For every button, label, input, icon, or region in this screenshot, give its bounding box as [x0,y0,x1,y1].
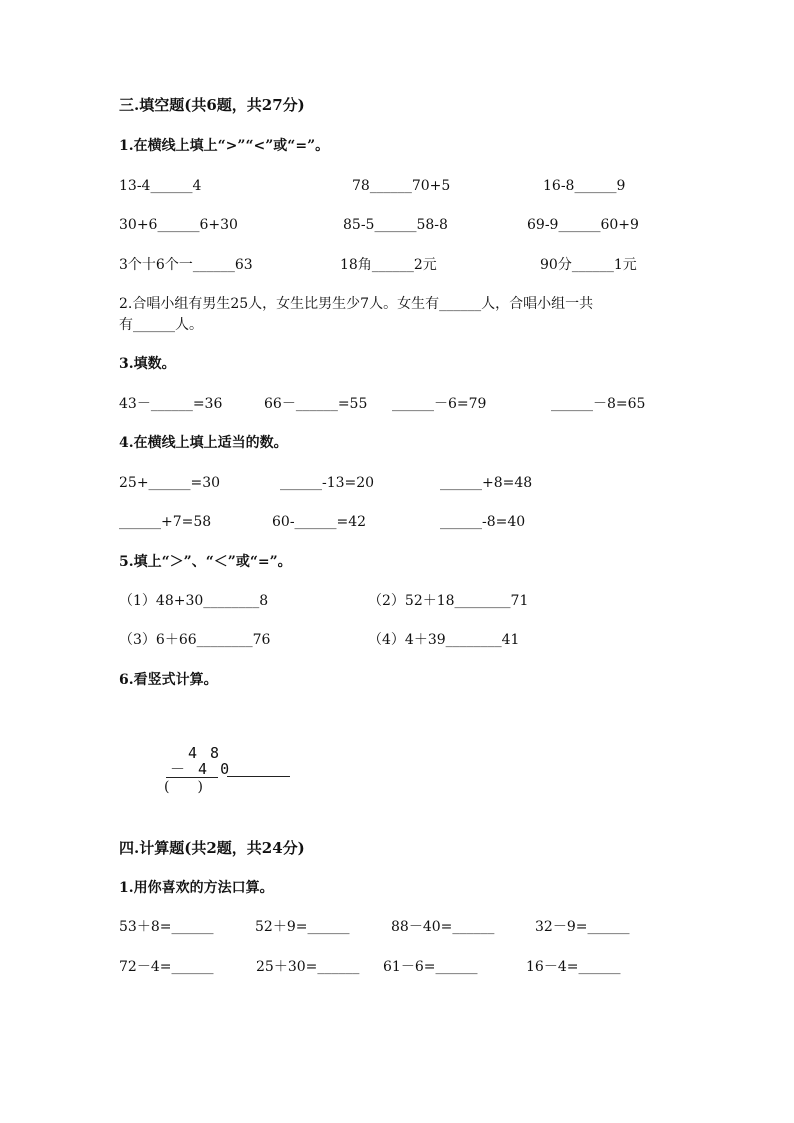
exercise-item: ______－8=65 [551,396,646,412]
question-stem: 1.在横线上填上“>”“<”或“=”。 [119,138,330,154]
question-stem: 3.填数。 [119,356,176,372]
exercise-item: 60-______=42 [272,514,367,530]
exercise-item: ______-13=20 [280,475,375,491]
question-stem: 5.填上“＞”、“＜”或“=”。 [119,554,292,570]
exercise-item: 16－4=______ [526,959,621,975]
exercise-item: 25＋30=______ [256,959,360,975]
exercise-item: 25+______=30 [119,475,221,491]
exercise-item: 72－4=______ [119,959,214,975]
exercise-item: 66－______=55 [264,396,368,412]
exercise-item: 18角______2元 [340,257,437,273]
section-title: 三.填空题(共6题，共27分) [119,96,305,114]
exercise-item: 13-4______4 [119,178,202,194]
question-stem: 1.用你喜欢的方法口算。 [119,880,274,896]
answer-blank-line [227,776,290,777]
exercise-item: 88－40=______ [391,919,495,935]
exercise-item: 61－6=______ [383,959,478,975]
exercise-item: 16-8______9 [543,178,626,194]
exercise-item: 43－______=36 [119,396,223,412]
exercise-item: 90分______1元 [540,257,637,273]
exercise-item: 69-9______60+9 [527,217,639,233]
exercise-item: 52＋9=______ [255,919,350,935]
exercise-item: ______+8=48 [440,475,533,491]
exercise-item: 32－9=______ [535,919,630,935]
exercise-item: 53＋8=______ [119,919,214,935]
question-text: 有______人。 [119,317,203,333]
exercise-item: 85-5______58-8 [343,217,448,233]
question-text: 2.合唱小组有男生25人，女生比男生少7人。女生有______人，合唱小组一共 [119,296,594,312]
vertical-calc-bottom: － 4 0 [170,760,232,778]
exercise-item: ______-8=40 [440,514,526,530]
question-stem: 6.看竖式计算。 [119,672,218,688]
section-title: 四.计算题(共2题，共24分) [119,839,305,857]
exercise-item: （4）4＋39________41 [368,632,520,648]
exercise-item: 30+6______6+30 [119,217,238,233]
question-stem: 4.在横线上填上适当的数。 [119,435,288,451]
exercise-item: 78______70+5 [352,178,451,194]
vertical-calc-answer-paren: ( ) [164,779,203,795]
exercise-item: ______－6=79 [392,396,487,412]
exercise-item: ______+7=58 [119,514,212,530]
exercise-item: 3个十6个一______63 [119,257,253,273]
exercise-item: （3）6＋66________76 [119,632,271,648]
exercise-item: （1）48+30________8 [119,593,269,609]
vertical-calc-top: 4 8 [188,744,222,762]
exercise-item: （2）52＋18________71 [368,593,529,609]
